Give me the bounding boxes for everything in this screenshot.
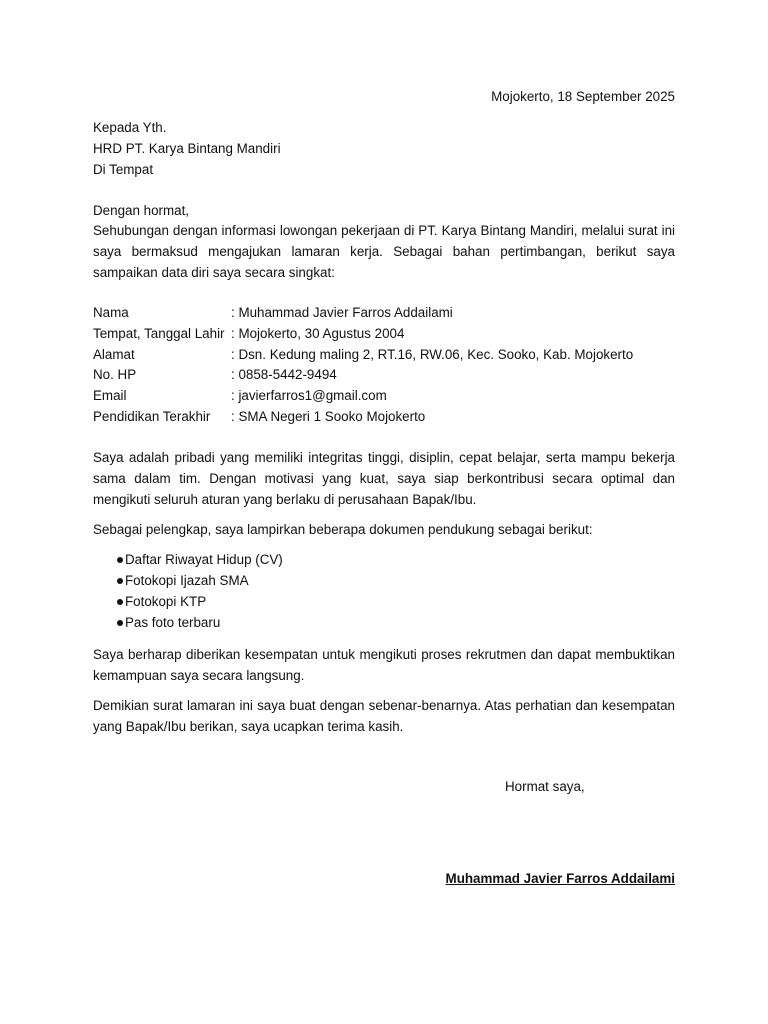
attachment-label: Pas foto terbaru — [125, 615, 221, 630]
data-value: : Mojokerto, 30 Agustus 2004 — [231, 326, 405, 341]
intro-paragraph: Sehubungan dengan informasi lowongan pekerjaan di PT. Karya Bintang Mandiri, melalui surat ini saya bermaksud mengajukan lamaran kerja. Sebagai bahan pertimbangan, berikut saya sampaikan data diri saya secara singkat: — [93, 223, 675, 280]
data-label: Tempat, Tanggal Lahir — [93, 326, 225, 341]
data-value: : 0858-5442-9494 — [231, 367, 337, 382]
attachments-list — [93, 549, 283, 633]
bullet-icon — [117, 620, 123, 626]
data-row-education — [93, 408, 675, 426]
data-value: : javierfarros1@gmail.com — [231, 388, 387, 403]
data-value: : SMA Negeri 1 Sooko Mojokerto — [231, 409, 426, 424]
attachments-intro: Sebagai pelengkap, saya lampirkan beberapa dokumen pendukung sebagai berikut: — [93, 522, 593, 537]
data-row-phone — [93, 366, 675, 384]
place-date: Mojokerto, 18 September 2025 — [491, 89, 675, 104]
data-row-address — [93, 346, 675, 364]
data-label: No. HP — [93, 367, 137, 382]
data-label: Alamat — [93, 347, 135, 362]
hope-paragraph: Saya berharap diberikan kesempatan untuk mengikuti proses rekrutmen dan dapat membuktikan kemampuan saya secara langsung. — [93, 647, 675, 683]
bullet-icon — [117, 578, 123, 584]
data-row-name — [93, 304, 675, 322]
recipient-line-1: Kepada Yth. — [93, 120, 167, 135]
attachment-label: Fotokopi KTP — [125, 594, 207, 609]
bullet-icon — [117, 599, 123, 605]
letter-page — [93, 0, 675, 1024]
closing-salutation: Hormat saya, — [505, 779, 585, 794]
data-label: Email — [93, 388, 127, 403]
attachment-label: Daftar Riwayat Hidup (CV) — [125, 552, 283, 567]
bullet-icon — [117, 557, 123, 563]
greeting: Dengan hormat, — [93, 203, 190, 218]
list-item — [93, 570, 283, 591]
data-row-email — [93, 387, 675, 405]
recipient-line-2: HRD PT. Karya Bintang Mandiri — [93, 141, 281, 156]
closing-paragraph: Demikian surat lamaran ini saya buat dengan sebenar-benarnya. Atas perhatian dan kesempatan yang Bapak/Ibu berikan, saya ucapkan terima kasih. — [93, 698, 675, 734]
data-label: Nama — [93, 305, 129, 320]
self-description-paragraph: Saya adalah pribadi yang memiliki integritas tinggi, disiplin, cepat belajar, serta mampu bekerja sama dalam tim. Dengan motivasi yang kuat, saya siap berkontribusi secara optimal dan mengikuti seluruh aturan yang berlaku di perusahaan Bapak/Ibu. — [93, 450, 675, 507]
data-label: Pendidikan Terakhir — [93, 409, 211, 424]
data-value: : Dsn. Kedung maling 2, RT.16, RW.06, Kec. Sooko, Kab. Mojokerto — [231, 347, 634, 362]
attachment-label: Fotokopi Ijazah SMA — [125, 573, 249, 588]
data-row-birth — [93, 325, 675, 343]
list-item — [93, 549, 283, 570]
signer-name: Muhammad Javier Farros Addailami — [445, 871, 675, 886]
list-item — [93, 612, 283, 633]
list-item — [93, 591, 283, 612]
recipient-line-3: Di Tempat — [93, 162, 154, 177]
data-value: : Muhammad Javier Farros Addailami — [231, 305, 453, 320]
